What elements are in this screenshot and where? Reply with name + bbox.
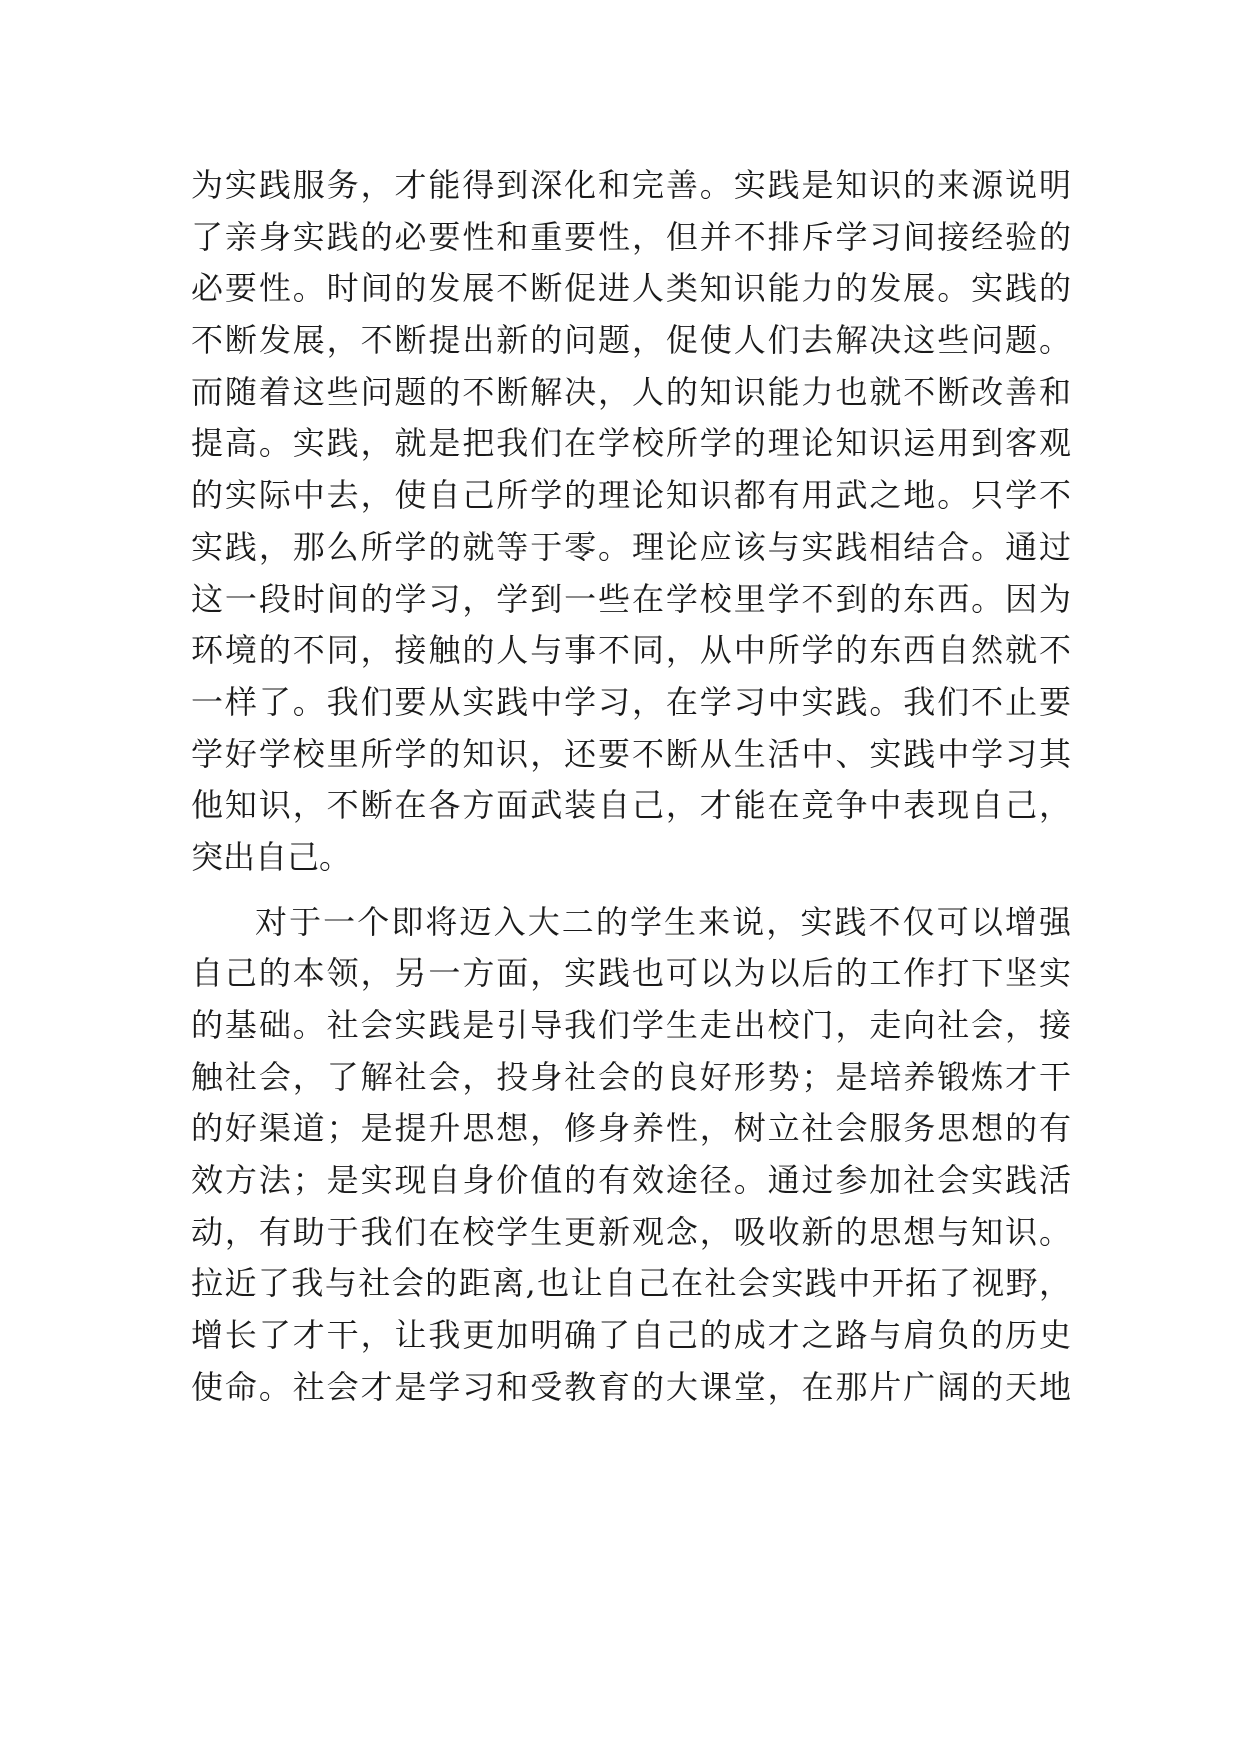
text-line: 的实际中去，使自己所学的理论知识都有用武之地。只学不	[191, 476, 1071, 515]
text-line: 拉近了我与社会的距离,也让自己在社会实践中开拓了视野，	[191, 1264, 1071, 1303]
text-line: 自己的本领，另一方面，实践也可以为以后的工作打下坚实	[191, 954, 1071, 993]
text-line: 不断发展，不断提出新的问题，促使人们去解决这些问题。	[191, 321, 1071, 360]
text-line: 环境的不同，接触的人与事不同，从中所学的东西自然就不	[191, 631, 1071, 670]
text-line: 了亲身实践的必要性和重要性，但并不排斥学习间接经验的	[191, 217, 1071, 256]
text-line: 对于一个即将迈入大二的学生来说，实践不仅可以增强	[255, 902, 1071, 941]
body-text	[191, 160, 1071, 1414]
text-line: 为实践服务，才能得到深化和完善。实践是知识的来源说明	[191, 166, 1071, 204]
text-line: 效方法；是实现自身价值的有效途径。通过参加社会实践活	[191, 1161, 1071, 1200]
paragraph-2	[191, 897, 1071, 1414]
text-line: 这一段时间的学习，学到一些在学校里学不到的东西。因为	[191, 579, 1071, 618]
text-line: 必要性。时间的发展不断促进人类知识能力的发展。实践的	[191, 269, 1071, 308]
paragraph-spacer	[191, 884, 1071, 897]
text-line: 实践，那么所学的就等于零。理论应该与实践相结合。通过	[191, 527, 1071, 566]
text-line: 增长了才干，让我更加明确了自己的成才之路与肩负的历史	[191, 1316, 1071, 1355]
text-line: 的好渠道；是提升思想，修身养性，树立社会服务思想的有	[191, 1109, 1071, 1148]
text-line: 动，有助于我们在校学生更新观念，吸收新的思想与知识。	[191, 1212, 1071, 1251]
text-line: 一样了。我们要从实践中学习，在学习中实践。我们不止要	[191, 682, 1071, 721]
text-line: 的基础。社会实践是引导我们学生走出校门，走向社会，接	[191, 1006, 1071, 1044]
text-line: 突出自己。	[191, 837, 352, 876]
text-line: 他知识，不断在各方面武装自己，才能在竞争中表现自己，	[191, 786, 1071, 825]
text-line: 学好学校里所学的知识，还要不断从生活中、实践中学习其	[191, 734, 1071, 773]
paragraph-1	[191, 160, 1071, 884]
text-line: 而随着这些问题的不断解决，人的知识能力也就不断改善和	[191, 372, 1071, 411]
text-line: 提高。实践，就是把我们在学校所学的理论知识运用到客观	[191, 424, 1071, 463]
text-line: 触社会，了解社会，投身社会的良好形势；是培养锻炼才干	[191, 1057, 1071, 1096]
text-line: 使命。社会才是学习和受教育的大课堂，在那片广阔的天地	[191, 1367, 1071, 1406]
